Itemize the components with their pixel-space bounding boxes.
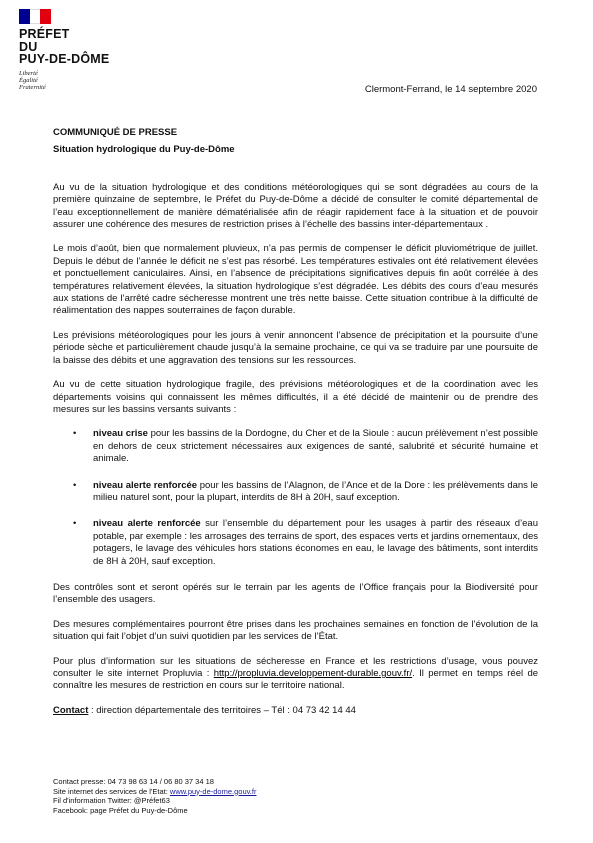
contact-line	[53, 705, 538, 717]
measure-level: niveau crise	[93, 428, 148, 440]
list-item	[53, 428, 538, 465]
footer	[53, 777, 256, 815]
contact-label: Contact	[53, 704, 89, 716]
measure-level: niveau alerte renforcée	[93, 518, 201, 530]
measure-level: niveau alerte renforcée	[93, 479, 198, 491]
website-link[interactable]: www.puy-de-dome.gouv.fr	[169, 786, 257, 796]
motto-line-2: Égalité	[19, 76, 38, 84]
propluvia-link[interactable]: http://propluvia.developpement-durable.gouv.fr/	[213, 668, 413, 679]
org-line-1: PRÉFET	[19, 27, 70, 41]
p7-text-after: . Il permet en temps réel de connaître les mesures de restriction en cours sur le territoire national.	[53, 668, 539, 692]
paragraph-1: Au vu de la situation hydrologique et des conditions météorologiques qui se sont dégradées au cours de la première quinzaine de septembre, le Préfet du Puy-de-Dôme a décidé de consulter le comité départemental de l’eau exceptionnellement de manière dématérialisée afin de réagir rapidement face à la situation et de pouvoir assurer une cohérence des mesures de restriction prises à l’échelle des bassins inter-départementaux .	[53, 181, 538, 231]
org-line-2: DU	[19, 39, 38, 54]
paragraph-6: Des mesures complémentaires pourront être prises dans les prochaines semaines en fonction de l’évolution de la situation qui fait l’objet d’un suivi quotidien par les services de l’État.	[53, 618, 538, 643]
document-title: COMMUNIQUÉ DE PRESSE	[53, 127, 178, 138]
prefecture-logo	[19, 9, 109, 91]
motto-line-1: Liberté	[19, 69, 38, 77]
contact-text: : direction départementale des territoires – Tél : 04 73 42 14 44	[88, 704, 356, 716]
paragraph-3: Les prévisions météorologiques pour les jours à venir annoncent l’absence de précipitation et la poursuite d’une période sèche et particulièrement chaude jusqu’à la semaine prochaine, ce qui va se traduire par une poursuite de la baisse des débits et une aggravation des tensions sur les ressources.	[53, 329, 538, 366]
list-item	[53, 480, 538, 505]
footer-website	[53, 787, 256, 797]
list-item	[53, 518, 538, 568]
footer-facebook: Facebook: page Préfet du Puy-de-Dôme	[53, 805, 188, 815]
paragraph-5: Des contrôles sont et seront opérés sur le terrain par les agents de l’Office français pour la Biodiversité pour l’ensemble des usagers.	[53, 581, 538, 606]
republic-motto	[19, 70, 109, 92]
measure-text: sur l’ensemble du département pour les usages à partir des réseaux d’eau potable, par exemple : les arrosages des terrains de sport, des espaces verts et jardins ornementaux, des potagers, le lavage des véhicules hors stations économes en eau, le lavage des bâtiments, sont interdits de 8H à 20H, sauf exception.	[93, 518, 538, 567]
measures-list	[53, 428, 538, 568]
dateline: Clermont-Ferrand, le 14 septembre 2020	[364, 84, 537, 95]
press-release-body	[53, 127, 538, 717]
document-subtitle: Situation hydrologique du Puy-de-Dôme	[53, 144, 235, 156]
org-line-3: PUY-DE-DÔME	[19, 52, 110, 66]
tricolor-flag-icon	[19, 9, 51, 24]
measure-text: pour les bassins de la Dordogne, du Cher et de la Sioule : aucun prélèvement n’est possible en dehors de ceux strictement nécessaires aux exigences de santé, salubrité et sécurité humaine et animale.	[93, 428, 538, 465]
paragraph-7	[53, 656, 538, 693]
prefecture-name	[19, 28, 109, 66]
footer-twitter: Fil d'information Twitter: @Préfet63	[53, 796, 170, 806]
measure-text: pour les bassins de l’Alagnon, de l’Ance et de la Dore : les prélèvements dans le milieu naturel sont, pour la plupart, interdits de 8H à 20H, sauf exception.	[93, 479, 538, 503]
bullet-icon: •	[73, 479, 77, 491]
paragraph-4: Au vu de cette situation hydrologique fragile, des prévisions météorologiques et de la coordination avec les départements voisins qui connaissent les mêmes difficultés, il a été décidé de maintenir ou de prendre des mesures sur les bassins versants suivants :	[53, 379, 538, 415]
footer-website-label: Site internet des services de l'Etat:	[53, 786, 170, 796]
paragraph-2: Le mois d’août, bien que normalement pluvieux, n’a pas permis de compenser le déficit pluviométrique de juillet. Depuis le début de l’année le déficit ne s’est pas résorbé. Les températures estivales ont été relativement élevées et ponctuellement caniculaires. Ainsi, en l’absence de précipitations significatives depuis fin août corrélée à des températures relativement élevées, la situation hydrologique s’est dégradée. Les débits des cours d’eau mesurés aux stations de l’arrêté cadre sécheresse montrent une très nette baisse. Cette situation contribue à la difficulté de réalimentation des nappes souterraines de façon durable.	[53, 243, 538, 317]
bullet-icon: •	[73, 428, 77, 440]
p7-text-before: Pour plus d’information sur les situations de sécheresse en France et les restrictions d’usage, vous pouvez consulter le site internet Propluvia :	[53, 655, 538, 679]
footer-press-contact: Contact presse: 04 73 98 63 14 / 06 80 37 34 18	[53, 777, 214, 786]
bullet-icon: •	[73, 518, 77, 530]
motto-line-3: Fraternité	[19, 84, 46, 92]
